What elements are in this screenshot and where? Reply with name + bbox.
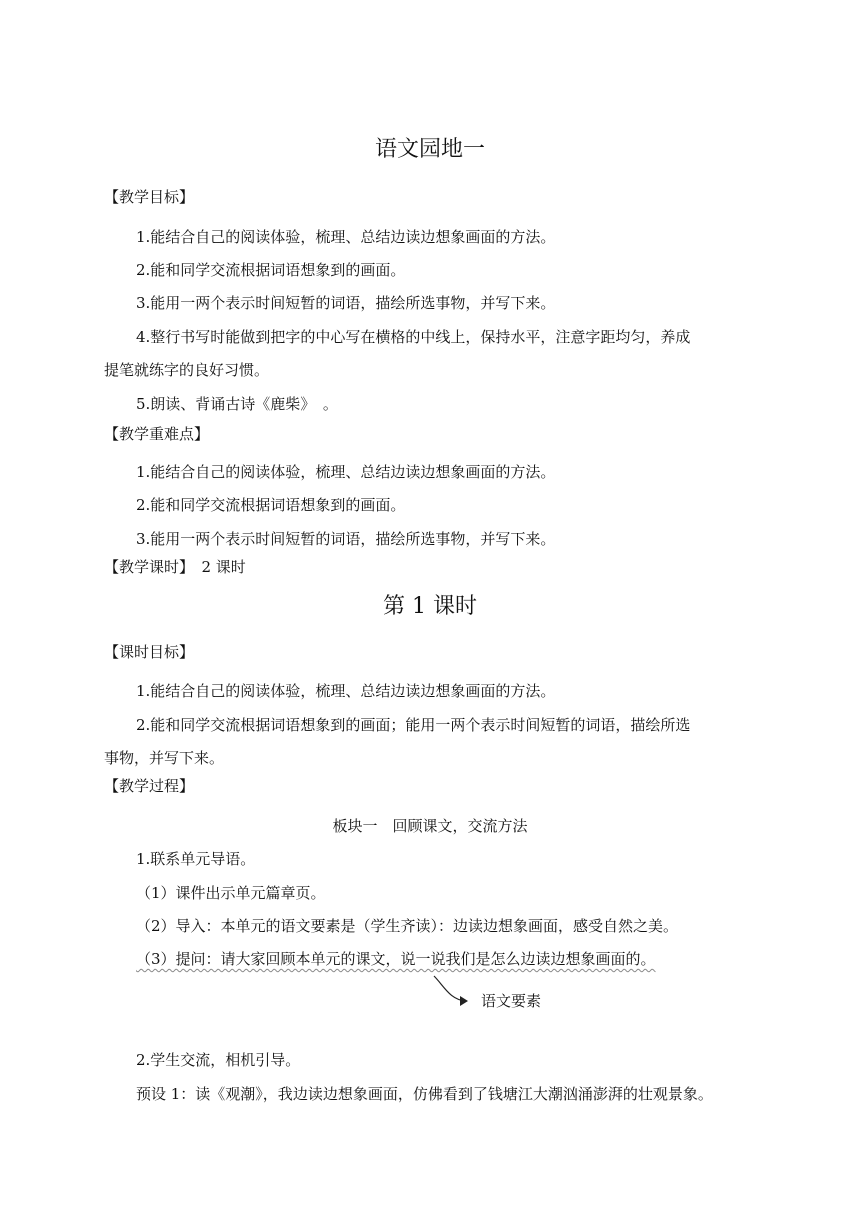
teaching-goal-item: 提笔就练字的良好习惯。	[104, 361, 270, 379]
key-point-item: 3.能用一两个表示时间短暂的词语，描绘所选事物，并写下来。	[136, 530, 556, 548]
page-title: 语文园地一	[374, 137, 485, 162]
process-line: 预设 1：读《观潮》，我边读边想象画面，仿佛看到了钱塘江大潮汹涌澎湃的壮观景象。	[136, 1085, 713, 1103]
lesson-goals-heading: 【课时目标】	[104, 643, 195, 661]
key-point-item: 1.能结合自己的阅读体验，梳理、总结边读边想象画面的方法。	[136, 463, 556, 481]
lesson-goal-item: 事物，并写下来。	[104, 749, 225, 767]
process-line: （1）课件出示单元篇章页。	[136, 884, 326, 902]
key-points-heading: 【教学重难点】	[104, 425, 210, 443]
process-line: （2）导入：本单元的语文要素是（学生齐读）：边读边想象画面，感受自然之美。	[136, 917, 679, 935]
process-heading: 【教学过程】	[104, 777, 195, 795]
teaching-goal-item: 1.能结合自己的阅读体验，梳理、总结边读边想象画面的方法。	[136, 228, 556, 246]
teaching-goal-item: 4.整行书写时能做到把字的中心写在横格的中线上，保持水平，注意字距均匀，养成	[136, 328, 691, 346]
teaching-goal-item: 2.能和同学交流根据词语想象到的画面。	[136, 261, 406, 279]
process-line: 2.学生交流，相机引导。	[136, 1051, 301, 1069]
lesson-goal-item: 2.能和同学交流根据词语想象到的画面；能用一两个表示时间短暂的词语，描绘所选	[136, 716, 691, 734]
lesson-title: 第 1 课时	[383, 594, 477, 619]
teaching-goal-item: 5.朗读、背诵古诗《鹿柴》 。	[136, 395, 338, 413]
annotation-label: 语文要素	[481, 992, 542, 1010]
teaching-goal-item: 3.能用一两个表示时间短暂的词语，描绘所选事物，并写下来。	[136, 294, 556, 312]
process-line: 1.联系单元导语。	[136, 850, 256, 868]
key-point-item: 2.能和同学交流根据词语想象到的画面。	[136, 496, 406, 514]
lesson-goal-item: 1.能结合自己的阅读体验，梳理、总结边读边想象画面的方法。	[136, 682, 556, 700]
class-hours: 【教学课时】 2 课时	[104, 558, 246, 576]
teaching-goals-heading: 【教学目标】	[104, 188, 195, 206]
section-title: 板块一 回顾课文，交流方法	[332, 817, 528, 835]
process-line: （3）提问：请大家回顾本单元的课文，说一说我们是怎么边读边想象画面的。	[136, 950, 656, 968]
